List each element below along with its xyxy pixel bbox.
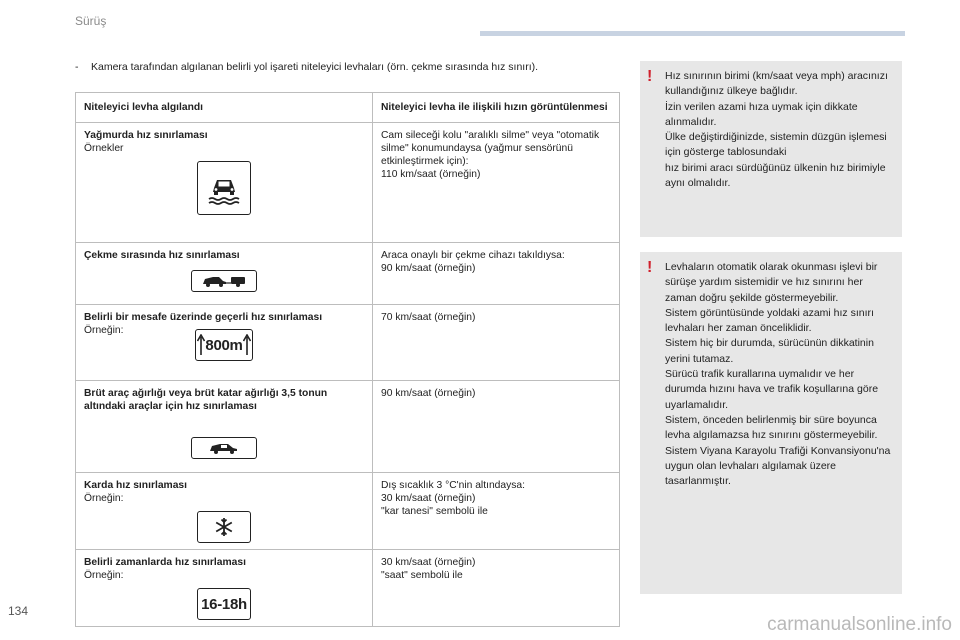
row-title: Brüt araç ağırlığı veya brüt katar ağırlığı 3,5 tonun altındaki araçlar için hız sınırlaması [84, 388, 328, 412]
row-sub: Örneğin: [84, 493, 124, 504]
sign-table [75, 92, 620, 627]
watermark: carmanualsonline.info [767, 614, 952, 635]
table-row [76, 473, 620, 550]
row-sub: Örnekler [84, 143, 124, 154]
time-sign-icon [197, 588, 251, 620]
rain-car-sign-icon [197, 161, 251, 215]
table-row [76, 123, 620, 243]
row-desc: Araca onaylı bir çekme cihazı takıldıysa: 90 km/saat (örneğin) [381, 250, 565, 274]
distance-sign-icon [195, 329, 253, 361]
table-row [76, 305, 620, 381]
table-header-row [76, 93, 620, 123]
page-header-title: Sürüş [75, 14, 107, 28]
header-bar [480, 31, 905, 36]
intro-text: Kamera tarafından algılanan belirli yol işareti niteleyici levhaları (örn. çekme sırasında hız sınırı). [91, 61, 539, 73]
row-title: Belirli bir mesafe üzerinde geçerli hız sınırlaması [84, 312, 323, 323]
warning-note-text: Hız sınırının birimi (km/saat veya mph) aracınızı kullandığınız ülkeye bağlıdır. İzin verilen azami hıza uymak için dikkate alınmalıdır. Ülke değiştirdiğinizde, sistemin düzgün işlemesi için gösterge tablosundaki hız birimi aracı sürdüğünüz ülkenin hız birimiyle aynı olmalıdır. [665, 70, 888, 190]
row-sub: Örneğin: [84, 325, 124, 336]
warning-icon: ! [647, 68, 653, 85]
warning-note-text: Levhaların otomatik olarak okunması işlevi bir sürüşe yardım sistemidir ve hız sınırını her zaman doğru şekilde göstermeyebilir. Sistem görüntüsünde yoldaki azami hız sınırı levhaları her zaman önceliklidir. Sistem hiç bir durumda, sürücünün dikkatinin yerini tutamaz. Sürücü trafik kurallarına uymalıdır ve her durumda hızını hava ve trafik koşullarına göre uyarlamalıdır. Sistem, önceden belirlenmiş bir süre boyunca levha algılamazsa hız sınırını göstermeyebilir. Sistem Viyana Karayolu Trafiği Konvansiyonu'na uygun olan levhaları algılamak üzere tasarlanmıştır. [665, 261, 891, 488]
row-title: Karda hız sınırlaması [84, 480, 188, 491]
row-desc: 30 km/saat (örneğin) "saat" sembolü ile [381, 557, 476, 581]
snowflake-sign-icon [197, 511, 251, 543]
row-desc: 90 km/saat (örneğin) [381, 388, 476, 399]
car-trailer-sign-icon [191, 270, 257, 292]
sign-text: 16-18h [201, 595, 247, 613]
warning-note-system [640, 252, 902, 594]
table-row [76, 381, 620, 473]
sign-text: 800m [205, 336, 243, 354]
row-title: Belirli zamanlarda hız sınırlaması [84, 557, 246, 568]
table-row [76, 550, 620, 627]
row-title: Çekme sırasında hız sınırlaması [84, 250, 240, 261]
row-title: Yağmurda hız sınırlaması [84, 130, 208, 141]
table-row [76, 243, 620, 305]
intro-dash: - [75, 61, 79, 73]
row-desc: Cam sileceği kolu "aralıklı silme" veya "otomatik silme" konumundaysa (yağmur sensörünü etkinleştirmek için): 110 km/saat (örneğin) [381, 130, 600, 180]
row-desc: Dış sıcaklık 3 °C'nin altındaysa: 30 km/saat (örneğin) "kar tanesi" sembolü ile [381, 480, 526, 517]
col2-header: Niteleyici levha ile ilişkili hızın görüntülenmesi [373, 93, 620, 123]
row-desc: 70 km/saat (örneğin) [381, 312, 476, 323]
warning-icon: ! [647, 259, 653, 276]
col1-header: Niteleyici levha algılandı [76, 93, 373, 123]
car-sign-icon [191, 437, 257, 459]
warning-note-units [640, 61, 902, 237]
intro-line [75, 60, 630, 74]
page-number: 134 [8, 604, 29, 618]
row-sub: Örneğin: [84, 570, 124, 581]
